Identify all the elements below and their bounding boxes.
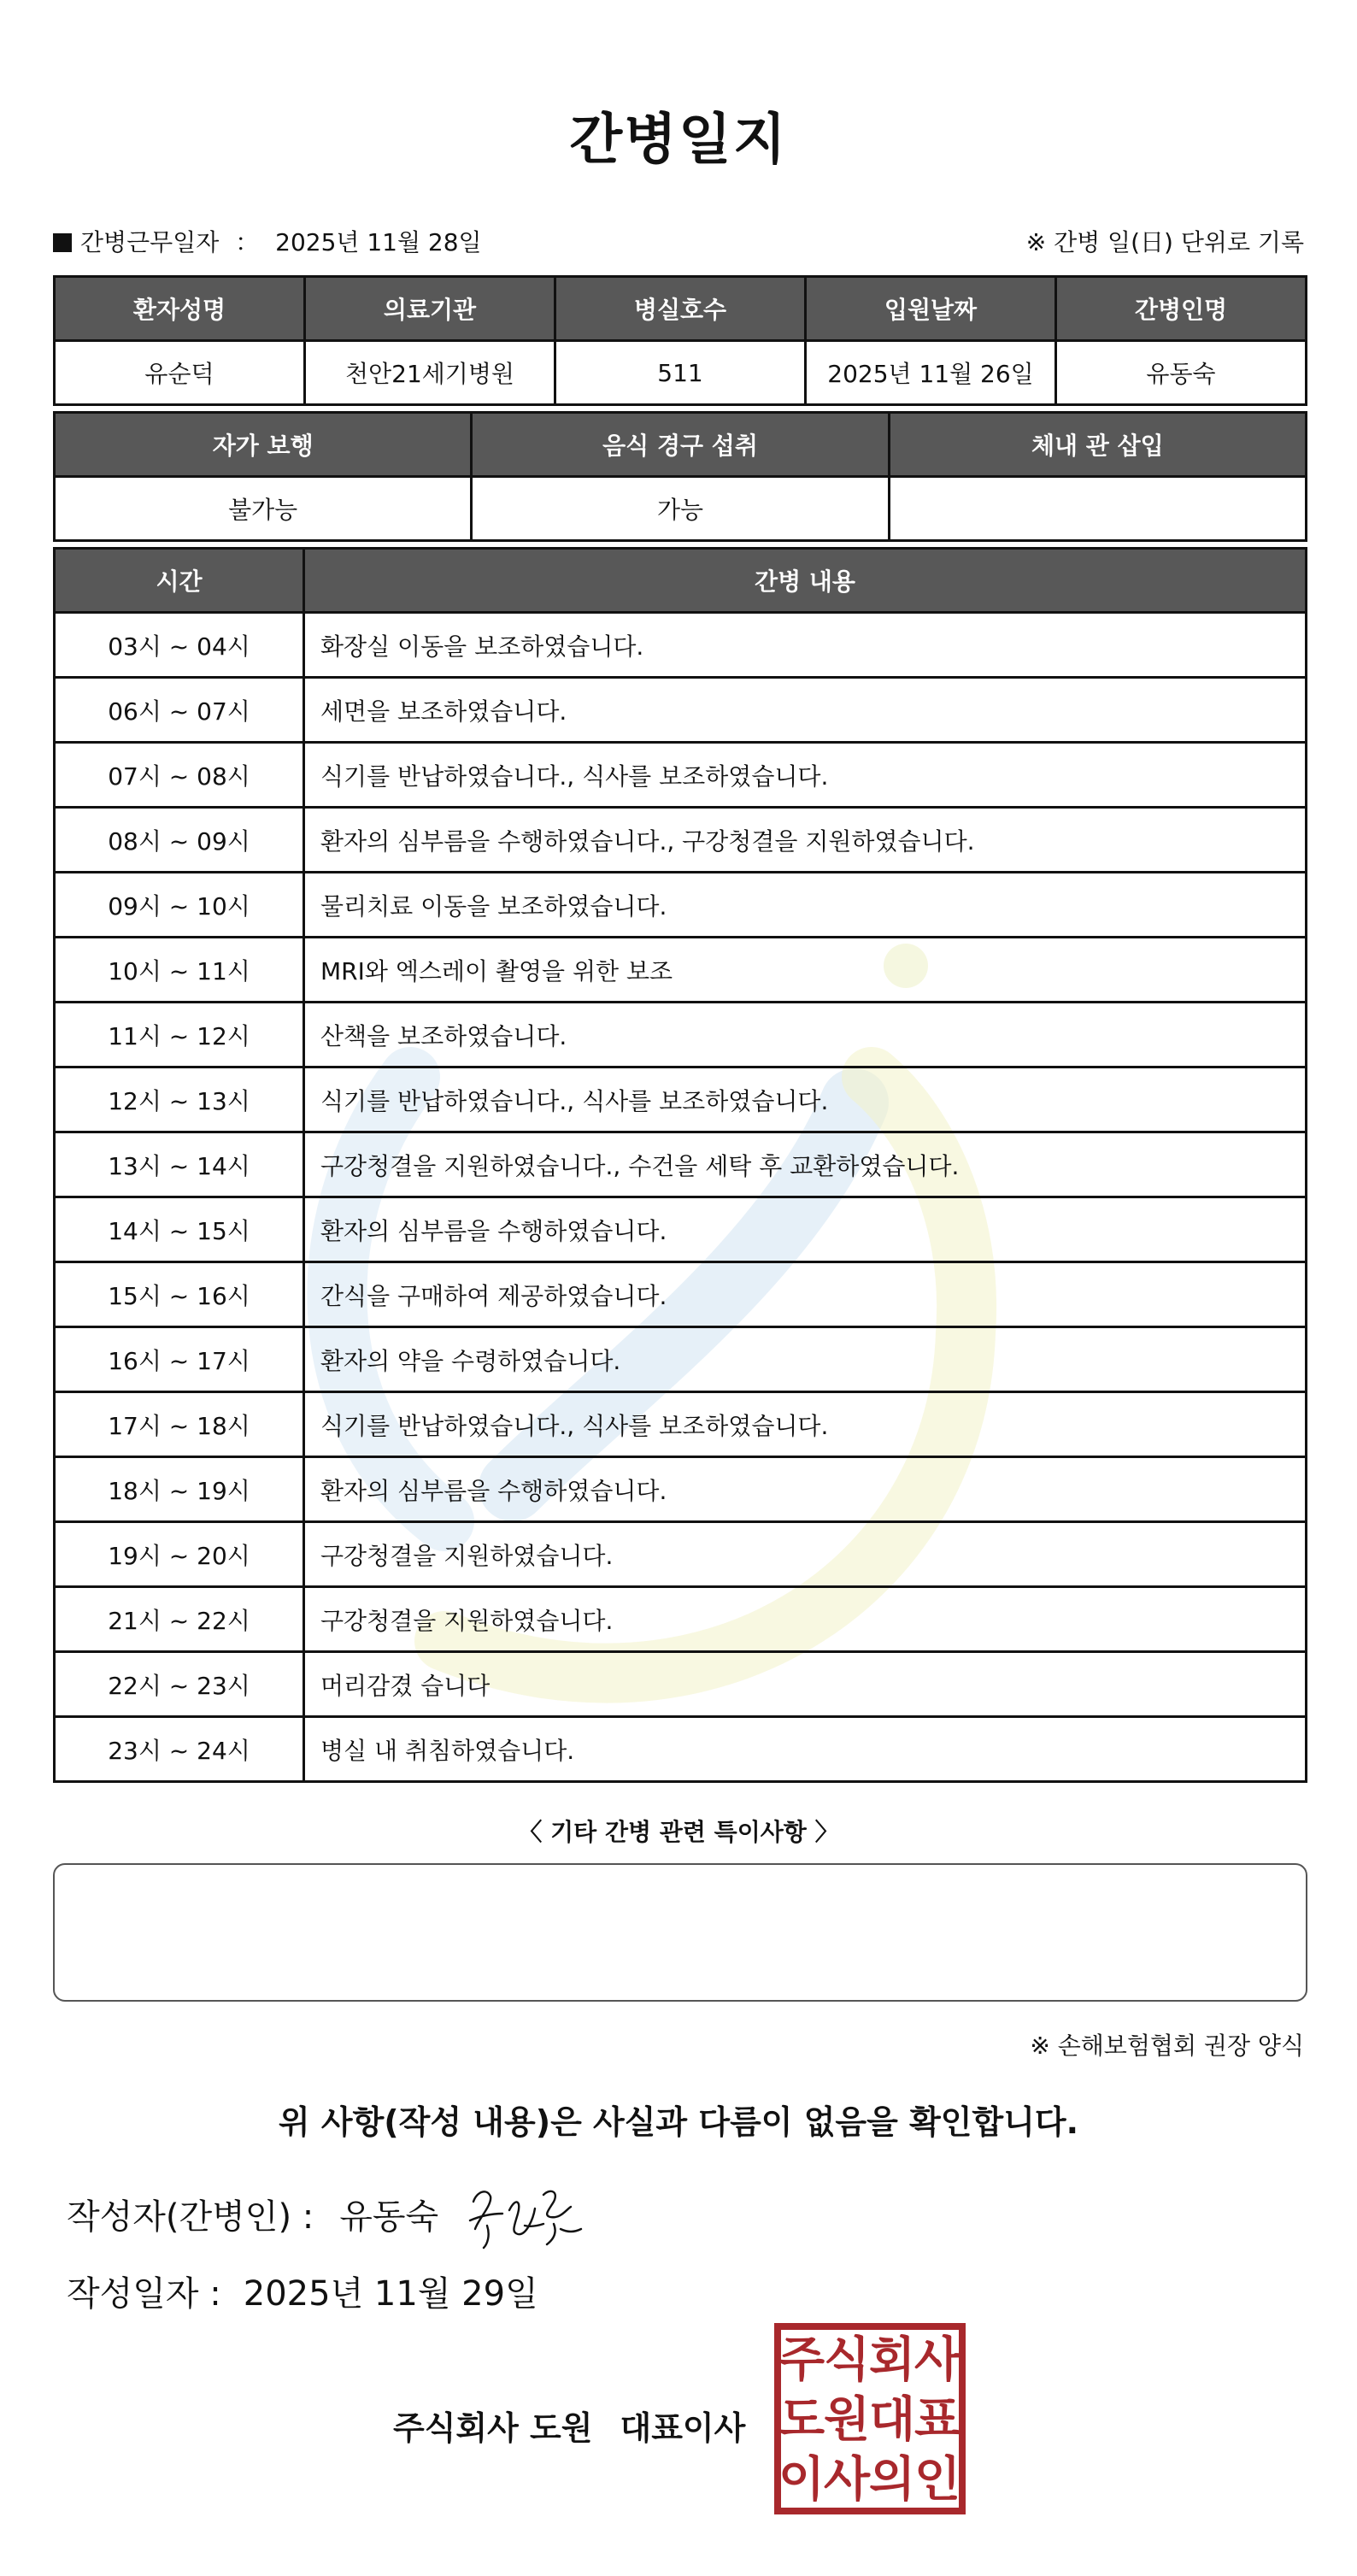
seal-char: 사	[823, 2452, 871, 2508]
table-row	[55, 873, 1307, 938]
seal-char: 대	[868, 2392, 916, 2448]
row-time: 15시 ~ 16시	[55, 1262, 304, 1327]
table-row	[55, 1392, 1307, 1457]
self-walking: 불가능	[55, 477, 472, 541]
row-time: 08시 ~ 09시	[55, 808, 304, 873]
table-row	[55, 743, 1307, 808]
row-time: 07시 ~ 08시	[55, 743, 304, 808]
header-oral-intake: 음식 경구 섭취	[472, 413, 889, 477]
seal-char: 주	[778, 2332, 825, 2388]
special-notes-box	[53, 1863, 1307, 2002]
writer-line	[67, 2190, 438, 2238]
row-time: 23시 ~ 24시	[55, 1717, 304, 1782]
table-row	[55, 808, 1307, 873]
row-time: 11시 ~ 12시	[55, 1003, 304, 1067]
header-tube-insertion: 체내 관 삽입	[889, 413, 1306, 477]
representative-title: 대표이사	[620, 2409, 746, 2447]
row-care-content: 간식을 구매하여 제공하였습니다.	[304, 1262, 1307, 1327]
header-room-number: 병실호수	[555, 277, 806, 341]
row-time: 18시 ~ 19시	[55, 1457, 304, 1522]
notes-title: 〈 기타 간병 관련 특이사항 〉	[518, 1818, 839, 1846]
row-time: 09시 ~ 10시	[55, 873, 304, 938]
work-date-separator: ：	[235, 228, 260, 256]
header-self-walking: 자가 보행	[55, 413, 472, 477]
company-name: 주식회사 도원	[393, 2409, 593, 2447]
table-row	[55, 1522, 1307, 1587]
company-line	[393, 2402, 745, 2449]
care-log-table	[53, 547, 1307, 1783]
table-row	[55, 1587, 1307, 1652]
work-date-label: 간병근무일자	[80, 228, 220, 256]
row-care-content: 환자의 심부름을 수행하였습니다.	[304, 1197, 1307, 1262]
row-care-content: 환자의 심부름을 수행하였습니다., 구강청결을 지원하였습니다.	[304, 808, 1307, 873]
row-care-content: 식기를 반납하였습니다., 식사를 보조하였습니다.	[304, 1392, 1307, 1457]
table-row	[55, 678, 1307, 743]
row-care-content: 식기를 반납하였습니다., 식사를 보조하였습니다.	[304, 743, 1307, 808]
page-title: 간병일지	[569, 109, 788, 172]
seal-char: 사	[913, 2332, 961, 2388]
table-row	[55, 1717, 1307, 1782]
row-time: 10시 ~ 11시	[55, 938, 304, 1003]
row-care-content: 환자의 약을 수령하였습니다.	[304, 1327, 1307, 1392]
written-date-value: 2025년 11월 29일	[243, 2274, 538, 2314]
row-care-content: 병실 내 취침하였습니다.	[304, 1717, 1307, 1782]
row-time: 17시 ~ 18시	[55, 1392, 304, 1457]
seal-char: 회	[868, 2332, 916, 2388]
table-row	[55, 1327, 1307, 1392]
row-time: 13시 ~ 14시	[55, 1132, 304, 1197]
row-time: 06시 ~ 07시	[55, 678, 304, 743]
seal-char: 원	[823, 2392, 871, 2448]
admission-date: 2025년 11월 26일	[806, 341, 1056, 405]
writer-label: 작성자(간병인) :	[67, 2197, 314, 2237]
room-number: 511	[555, 341, 806, 405]
table-row	[55, 1132, 1307, 1197]
seal-char: 식	[823, 2332, 871, 2388]
row-care-content: 화장실 이동을 보조하였습니다.	[304, 613, 1307, 678]
table-row	[55, 938, 1307, 1003]
table-row	[55, 1067, 1307, 1132]
row-time: 21시 ~ 22시	[55, 1587, 304, 1652]
header-admission-date: 입원날짜	[806, 277, 1056, 341]
patient-name: 유순덕	[55, 341, 305, 405]
writer-name: 유동숙	[339, 2197, 439, 2237]
company-seal-stamp	[774, 2323, 966, 2514]
daily-record-note: ※ 간병 일(日) 단위로 기록	[1025, 228, 1304, 256]
row-care-content: MRI와 엑스레이 촬영을 위한 보조	[304, 938, 1307, 1003]
tube-insertion	[889, 477, 1306, 541]
oral-intake: 가능	[472, 477, 889, 541]
row-care-content: 식기를 반납하였습니다., 식사를 보조하였습니다.	[304, 1067, 1307, 1132]
table-row	[55, 1197, 1307, 1262]
row-care-content: 세면을 보조하였습니다.	[304, 678, 1307, 743]
row-time: 22시 ~ 23시	[55, 1652, 304, 1717]
work-date	[53, 224, 482, 258]
row-time: 14시 ~ 15시	[55, 1197, 304, 1262]
table-row	[55, 1652, 1307, 1717]
row-care-content: 물리치료 이동을 보조하였습니다.	[304, 873, 1307, 938]
row-time: 16시 ~ 17시	[55, 1327, 304, 1392]
seal-char: 도	[778, 2392, 825, 2448]
table-row	[55, 1003, 1307, 1067]
row-time: 03시 ~ 04시	[55, 613, 304, 678]
row-care-content: 구강청결을 지원하였습니다., 수건을 세탁 후 교환하였습니다.	[304, 1132, 1307, 1197]
table-row	[55, 1457, 1307, 1522]
row-care-content: 머리감겼 습니다	[304, 1652, 1307, 1717]
table-row	[55, 613, 1307, 678]
row-care-content: 구강청결을 지원하였습니다.	[304, 1522, 1307, 1587]
seal-char: 인	[913, 2452, 961, 2508]
row-time: 12시 ~ 13시	[55, 1067, 304, 1132]
header-caregiver-name: 간병인명	[1056, 277, 1307, 341]
written-date-label: 작성일자 :	[67, 2274, 221, 2314]
row-care-content: 산책을 보조하였습니다.	[304, 1003, 1307, 1067]
seal-char: 의	[868, 2452, 916, 2508]
row-care-content: 구강청결을 지원하였습니다.	[304, 1587, 1307, 1652]
caregiver-name: 유동숙	[1056, 341, 1307, 405]
hospital: 천안21세기병원	[305, 341, 555, 405]
patient-info-table	[53, 275, 1307, 406]
header-patient-name: 환자성명	[55, 277, 305, 341]
square-bullet-icon	[53, 233, 72, 252]
seal-char: 이	[778, 2452, 825, 2508]
header-care-content: 간병 내용	[304, 549, 1307, 613]
header-hospital: 의료기관	[305, 277, 555, 341]
row-time: 19시 ~ 20시	[55, 1522, 304, 1587]
patient-status-table	[53, 411, 1307, 542]
row-care-content: 환자의 심부름을 수행하였습니다.	[304, 1457, 1307, 1522]
confirmation-statement: 위 사항(작성 내용)은 사실과 다름이 없음을 확인합니다.	[278, 2103, 1079, 2141]
header-time: 시간	[55, 549, 304, 613]
written-date-line	[67, 2267, 538, 2315]
handwritten-signature	[461, 2176, 598, 2253]
work-date-value: 2025년 11월 28일	[275, 228, 482, 256]
seal-char: 표	[913, 2392, 961, 2448]
table-row	[55, 1262, 1307, 1327]
form-standard-note: ※ 손해보험협회 권장 양식	[1030, 2032, 1304, 2060]
